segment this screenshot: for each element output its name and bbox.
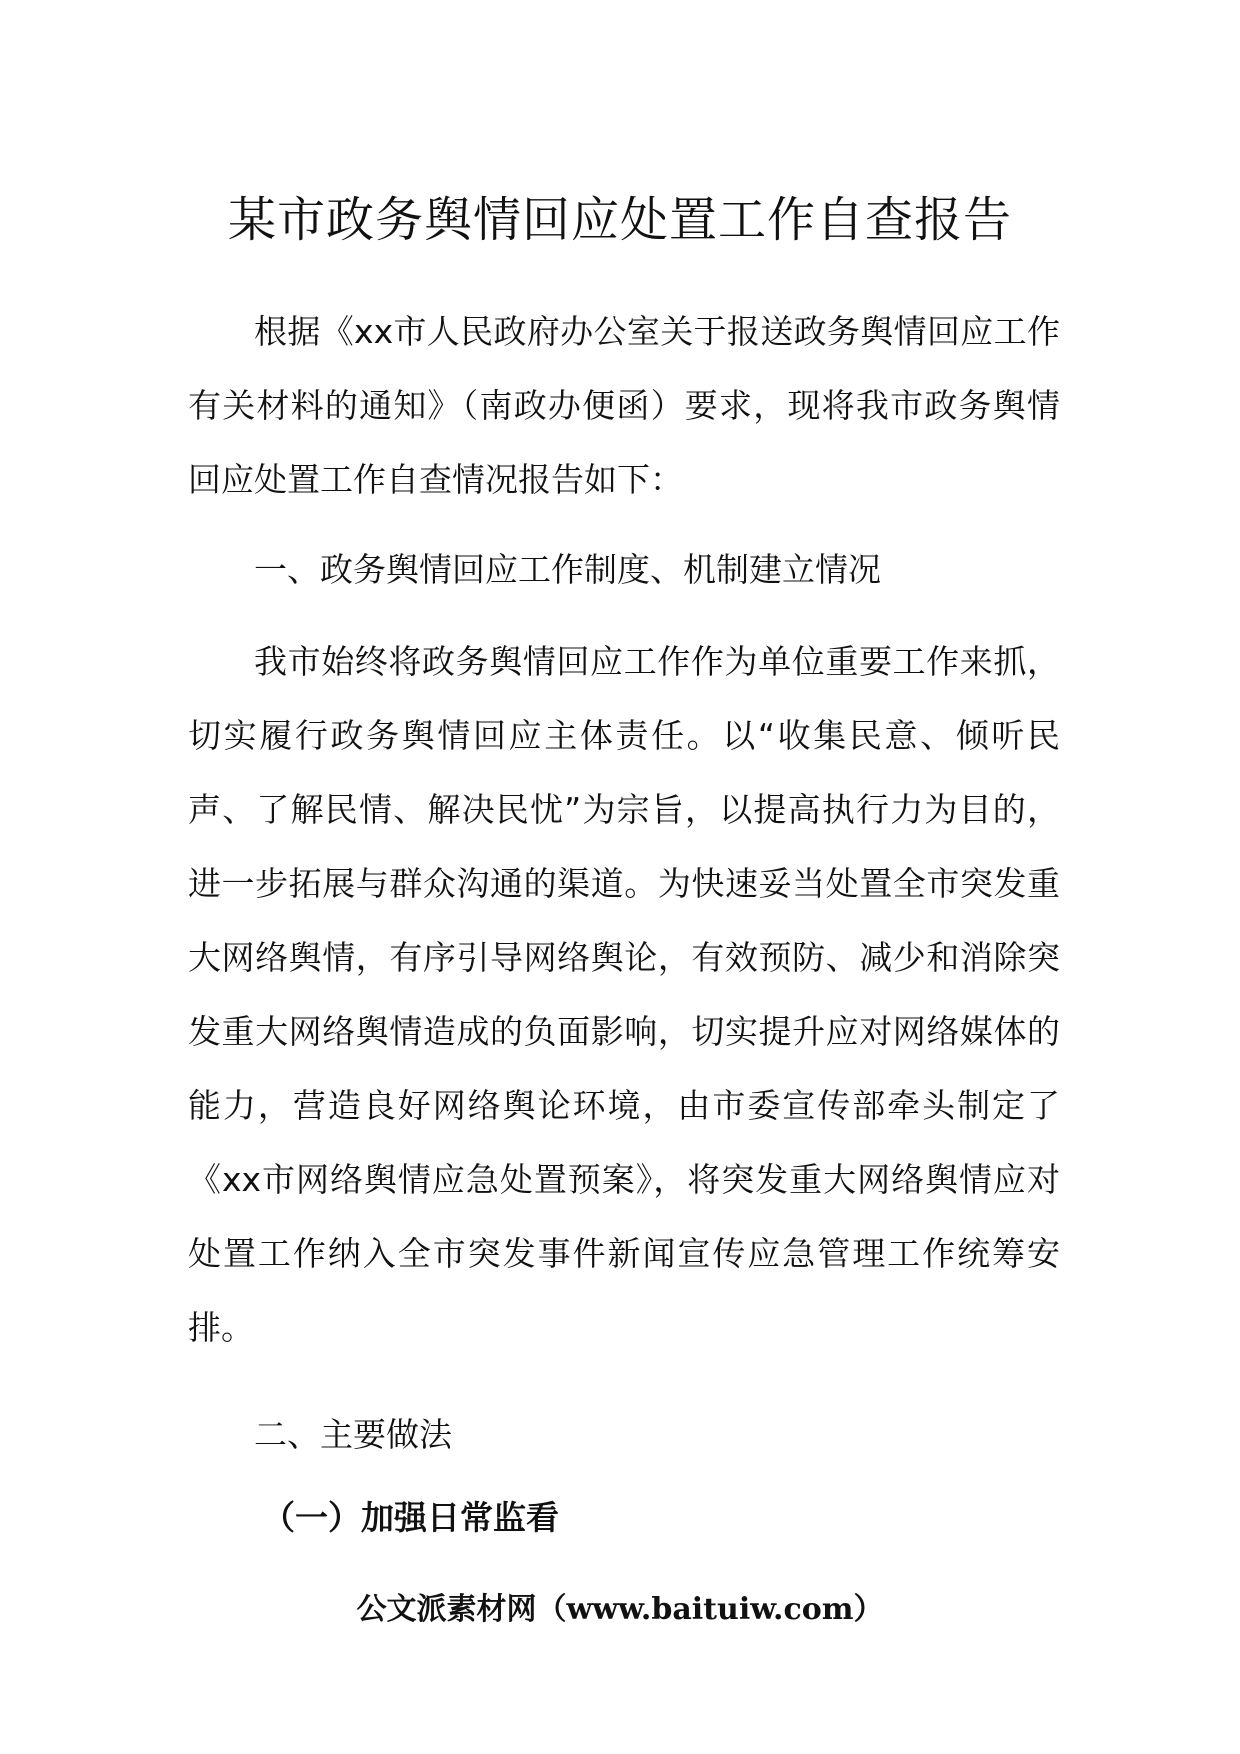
document-title: 某市政务舆情回应处置工作自查报告: [227, 192, 1012, 248]
intro-paragraph-block: [188, 295, 1060, 517]
section-1-body-block: [188, 625, 1060, 1365]
subsection-1-heading: （一）加强日常监看: [262, 1498, 559, 1537]
section-2-heading: 二、主要做法: [254, 1415, 452, 1454]
footer-watermark-text: 公文派素材网（www.baituiw.com）: [356, 1592, 884, 1627]
section-2-heading-block: [188, 1398, 1060, 1472]
section-1-heading: 一、政务舆情回应工作制度、机制建立情况: [254, 550, 881, 589]
intro-paragraph: 根据《xx市人民政府办公室关于报送政务舆情回应工作有关材料的通知》（南政办便函）要求，现将我市政务舆情回应处置工作自查情况报告如下：: [188, 312, 1060, 499]
section-1-paragraph: 我市始终将政务舆情回应工作作为单位重要工作来抓，切实履行政务舆情回应主体责任。以“收集民意、倾听民声、了解民情、解决民忧”为宗旨，以提高执行力为目的，进一步拓展与群众沟通的渠道。为快速妥当处置全市突发重大网络舆情，有序引导网络舆论，有效预防、减少和消除突发重大网络舆情造成的负面影响，切实提升应对网络媒体的能力，营造良好网络舆论环境，由市委宣传部牵头制定了《xx市网络舆情应急处置预案》，将突发重大网络舆情应对处置工作纳入全市突发事件新闻宣传应急管理工作统筹安排。: [188, 642, 1060, 1347]
section-1-heading-block: [188, 533, 1060, 607]
